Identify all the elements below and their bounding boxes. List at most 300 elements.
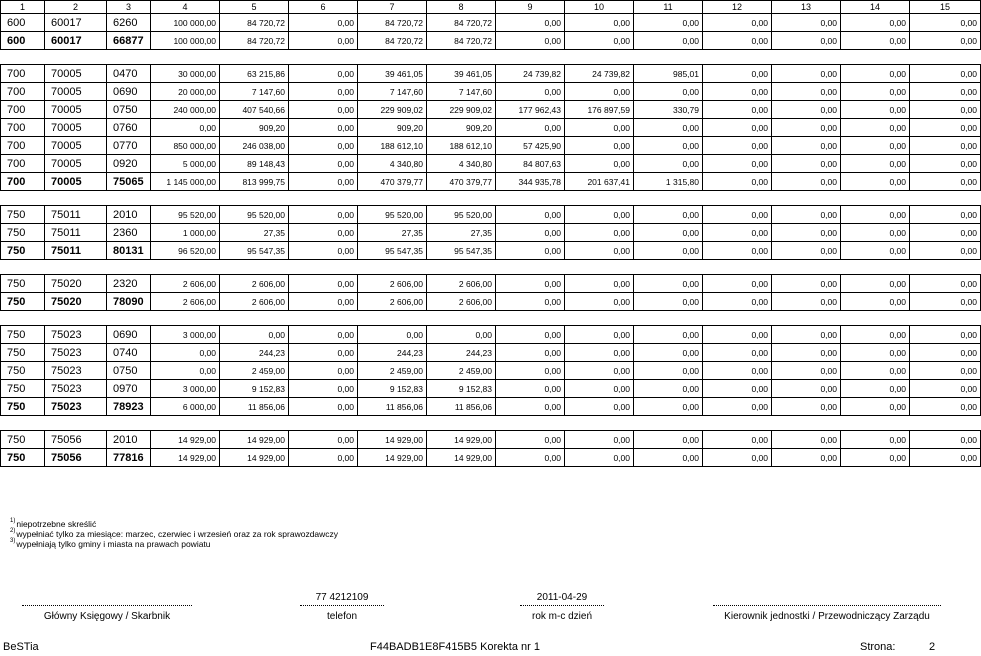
table-cell: 0,00 <box>289 344 358 362</box>
chief-accountant-label: Główny Księgowy / Skarbnik <box>43 611 171 622</box>
table-cell: 0,00 <box>496 242 565 260</box>
table-cell: 24 739,82 <box>496 65 565 83</box>
total-row <box>1 32 981 50</box>
table-cell: 14 929,00 <box>427 431 496 449</box>
table-cell: 95 520,00 <box>220 206 289 224</box>
table-cell: 75011 <box>45 224 107 242</box>
table-cell: 0,00 <box>841 206 910 224</box>
table-cell: 4 340,80 <box>358 155 427 173</box>
total-row <box>1 173 981 191</box>
table-cell: 0,00 <box>151 344 220 362</box>
table-cell: 0,00 <box>289 362 358 380</box>
table-cell: 0,00 <box>703 431 772 449</box>
table-cell: 0,00 <box>496 275 565 293</box>
table-cell: 39 461,05 <box>358 65 427 83</box>
table-cell: 0,00 <box>289 32 358 50</box>
spacer-cell <box>358 260 427 275</box>
table-cell: 2 459,00 <box>220 362 289 380</box>
spacer-cell <box>565 191 634 206</box>
column-number: 11 <box>634 1 703 14</box>
spacer-row <box>1 260 981 275</box>
table-cell: 700 <box>1 155 45 173</box>
table-cell: 0,00 <box>565 380 634 398</box>
table-cell: 0,00 <box>427 326 496 344</box>
table-cell: 0,00 <box>289 398 358 416</box>
table-cell: 27,35 <box>220 224 289 242</box>
table-cell: 0,00 <box>496 224 565 242</box>
table-cell: 0,00 <box>634 344 703 362</box>
table-cell: 0,00 <box>772 344 841 362</box>
table-cell: 0,00 <box>496 344 565 362</box>
table-cell: 240 000,00 <box>151 101 220 119</box>
table-cell: 78090 <box>107 293 151 311</box>
table-cell: 0,00 <box>772 242 841 260</box>
table-cell: 0,00 <box>841 293 910 311</box>
spacer-cell <box>107 311 151 326</box>
table-cell: 0750 <box>107 101 151 119</box>
spacer-cell <box>703 260 772 275</box>
table-cell: 0,00 <box>565 326 634 344</box>
table-cell: 14 929,00 <box>151 449 220 467</box>
spacer-cell <box>45 311 107 326</box>
footer-page-label: Strona: <box>860 641 896 653</box>
table-cell: 0,00 <box>772 173 841 191</box>
spacer-cell <box>841 260 910 275</box>
table-cell: 0,00 <box>910 83 981 101</box>
table-cell: 750 <box>1 224 45 242</box>
spacer-cell <box>220 260 289 275</box>
spacer-cell <box>634 50 703 65</box>
table-cell: 0,00 <box>289 65 358 83</box>
table-cell: 0,00 <box>496 14 565 32</box>
table-cell: 9 152,83 <box>427 380 496 398</box>
table-cell: 0,00 <box>841 14 910 32</box>
spacer-cell <box>289 416 358 431</box>
spacer-row <box>1 311 981 326</box>
table-cell: 0,00 <box>496 362 565 380</box>
spacer-cell <box>289 50 358 65</box>
spacer-cell <box>703 50 772 65</box>
table-cell: 95 547,35 <box>358 242 427 260</box>
table-cell: 0,00 <box>772 293 841 311</box>
table-cell: 95 520,00 <box>358 206 427 224</box>
column-number: 12 <box>703 1 772 14</box>
table-cell: 6260 <box>107 14 151 32</box>
spacer-cell <box>45 260 107 275</box>
table-cell: 84 807,63 <box>496 155 565 173</box>
spacer-cell <box>220 50 289 65</box>
table-cell: 0,00 <box>841 137 910 155</box>
table-cell: 80131 <box>107 242 151 260</box>
footer-app-name: BeSTia <box>3 641 39 653</box>
table-cell: 2 606,00 <box>427 293 496 311</box>
table-cell: 63 215,86 <box>220 65 289 83</box>
table-row <box>1 14 981 32</box>
table-cell: 0,00 <box>703 242 772 260</box>
table-cell: 0,00 <box>151 119 220 137</box>
table-cell: 813 999,75 <box>220 173 289 191</box>
footnote: $^{2)}$wypełniać tylko za miesiące: marzec, czerwiec i wrzesień oraz za rok sprawozdawczy <box>10 528 339 539</box>
table-cell: 470 379,77 <box>427 173 496 191</box>
table-cell: 84 720,72 <box>358 32 427 50</box>
table-cell: 70005 <box>45 101 107 119</box>
table-cell: 70005 <box>45 173 107 191</box>
spacer-cell <box>496 260 565 275</box>
table-cell: 0,00 <box>703 326 772 344</box>
table-cell: 750 <box>1 275 45 293</box>
table-cell: 600 <box>1 32 45 50</box>
table-cell: 750 <box>1 242 45 260</box>
table-cell: 9 152,83 <box>220 380 289 398</box>
table-cell: 75023 <box>45 326 107 344</box>
table-cell: 0,00 <box>289 206 358 224</box>
table-row <box>1 137 981 155</box>
column-number: 15 <box>910 1 981 14</box>
spacer-cell <box>151 416 220 431</box>
spacer-cell <box>107 260 151 275</box>
spacer-cell <box>427 260 496 275</box>
table-cell: 0,00 <box>634 380 703 398</box>
table-cell: 909,20 <box>220 119 289 137</box>
table-cell: 909,20 <box>358 119 427 137</box>
column-number-row <box>1 1 981 14</box>
table-cell: 0,00 <box>841 224 910 242</box>
table-cell: 0,00 <box>565 224 634 242</box>
total-row <box>1 449 981 467</box>
table-cell: 0,00 <box>910 101 981 119</box>
spacer-cell <box>634 260 703 275</box>
table-cell: 14 929,00 <box>151 431 220 449</box>
table-cell: 0,00 <box>634 224 703 242</box>
column-number: 2 <box>45 1 107 14</box>
table-row <box>1 155 981 173</box>
table-row <box>1 206 981 224</box>
table-cell: 176 897,59 <box>565 101 634 119</box>
table-cell: 700 <box>1 137 45 155</box>
table-cell: 0,00 <box>289 137 358 155</box>
table-cell: 0,00 <box>910 344 981 362</box>
table-cell: 2320 <box>107 275 151 293</box>
table-cell: 850 000,00 <box>151 137 220 155</box>
table-row <box>1 119 981 137</box>
signature-line <box>520 605 604 606</box>
table-cell: 14 929,00 <box>220 431 289 449</box>
footnotes <box>10 519 338 549</box>
spacer-cell <box>496 191 565 206</box>
table-cell: 70005 <box>45 83 107 101</box>
table-row <box>1 431 981 449</box>
table-cell: 77816 <box>107 449 151 467</box>
spacer-cell <box>1 260 45 275</box>
table-cell: 0,00 <box>841 398 910 416</box>
table-cell: 0,00 <box>634 83 703 101</box>
table-cell: 0,00 <box>289 14 358 32</box>
spacer-cell <box>107 50 151 65</box>
table-cell: 244,23 <box>427 344 496 362</box>
table-cell: 0,00 <box>703 293 772 311</box>
phone-label: telefon <box>326 611 358 622</box>
spacer-row <box>1 416 981 431</box>
table-cell: 100 000,00 <box>151 14 220 32</box>
spacer-cell <box>151 311 220 326</box>
table-cell: 0,00 <box>289 449 358 467</box>
table-cell: 0,00 <box>910 242 981 260</box>
table-cell: 0,00 <box>703 173 772 191</box>
table-cell: 0,00 <box>841 32 910 50</box>
table-cell: 3 000,00 <box>151 326 220 344</box>
table-cell: 750 <box>1 326 45 344</box>
spacer-cell <box>634 311 703 326</box>
table-cell: 0,00 <box>910 155 981 173</box>
table-cell: 27,35 <box>427 224 496 242</box>
table-cell: 84 720,72 <box>427 32 496 50</box>
table-cell: 95 520,00 <box>427 206 496 224</box>
table-cell: 0,00 <box>496 431 565 449</box>
spacer-cell <box>220 416 289 431</box>
spacer-cell <box>703 191 772 206</box>
table-cell: 0,00 <box>634 449 703 467</box>
spacer-cell <box>220 191 289 206</box>
table-cell: 95 520,00 <box>151 206 220 224</box>
table-cell: 0,00 <box>910 293 981 311</box>
table-cell: 244,23 <box>358 344 427 362</box>
spacer-cell <box>634 416 703 431</box>
table-cell: 0,00 <box>841 65 910 83</box>
table-cell: 75020 <box>45 293 107 311</box>
table-cell: 0,00 <box>220 326 289 344</box>
table-cell: 0,00 <box>841 83 910 101</box>
date-label: rok m-c dzień <box>531 611 592 622</box>
table-cell: 27,35 <box>358 224 427 242</box>
table-cell: 2010 <box>107 206 151 224</box>
table-cell: 57 425,90 <box>496 137 565 155</box>
spacer-cell <box>565 416 634 431</box>
table-cell: 0,00 <box>841 155 910 173</box>
table-cell: 0,00 <box>772 14 841 32</box>
table-cell: 600 <box>1 14 45 32</box>
table-cell: 0,00 <box>772 65 841 83</box>
table-cell: 0,00 <box>703 449 772 467</box>
table-cell: 0,00 <box>289 275 358 293</box>
table-cell: 5 000,00 <box>151 155 220 173</box>
column-number: 3 <box>107 1 151 14</box>
table-cell: 0,00 <box>634 326 703 344</box>
spacer-cell <box>565 260 634 275</box>
table-cell: 14 929,00 <box>358 449 427 467</box>
table-cell: 75056 <box>45 449 107 467</box>
table-cell: 2 459,00 <box>427 362 496 380</box>
table-cell: 14 929,00 <box>427 449 496 467</box>
spacer-cell <box>427 416 496 431</box>
table-cell: 0,00 <box>289 83 358 101</box>
table-cell: 0,00 <box>634 32 703 50</box>
spacer-cell <box>45 416 107 431</box>
total-row <box>1 242 981 260</box>
table-cell: 0,00 <box>565 275 634 293</box>
table-cell: 0,00 <box>910 326 981 344</box>
table-cell: 0,00 <box>496 380 565 398</box>
table-cell: 75011 <box>45 242 107 260</box>
table-cell: 0,00 <box>496 398 565 416</box>
table-cell: 20 000,00 <box>151 83 220 101</box>
table-cell: 0,00 <box>289 242 358 260</box>
spacer-cell <box>703 311 772 326</box>
table-cell: 0,00 <box>703 398 772 416</box>
table-cell: 0,00 <box>496 119 565 137</box>
table-cell: 7 147,60 <box>427 83 496 101</box>
spacer-cell <box>910 50 981 65</box>
table-cell: 0,00 <box>772 224 841 242</box>
footer-document-id: F44BADB1E8F415B5 Korekta nr 1 <box>370 641 540 653</box>
table-row <box>1 65 981 83</box>
column-number: 6 <box>289 1 358 14</box>
table-cell: 0,00 <box>772 119 841 137</box>
table-cell: 0,00 <box>496 83 565 101</box>
table-cell: 0,00 <box>634 14 703 32</box>
spacer-cell <box>772 50 841 65</box>
table-cell: 0,00 <box>841 119 910 137</box>
table-cell: 89 148,43 <box>220 155 289 173</box>
table-cell: 750 <box>1 293 45 311</box>
table-cell: 407 540,66 <box>220 101 289 119</box>
table-cell: 0,00 <box>910 173 981 191</box>
spacer-cell <box>358 50 427 65</box>
table-cell: 0760 <box>107 119 151 137</box>
table-cell: 0,00 <box>772 449 841 467</box>
spacer-cell <box>358 191 427 206</box>
spacer-cell <box>220 311 289 326</box>
table-cell: 2 606,00 <box>358 275 427 293</box>
table-cell: 0750 <box>107 362 151 380</box>
spacer-cell <box>151 50 220 65</box>
table-cell: 330,79 <box>634 101 703 119</box>
table-cell: 0,00 <box>496 32 565 50</box>
table-cell: 60017 <box>45 32 107 50</box>
table-cell: 0,00 <box>289 119 358 137</box>
table-cell: 0,00 <box>703 344 772 362</box>
table-cell: 84 720,72 <box>220 32 289 50</box>
table-cell: 75011 <box>45 206 107 224</box>
table-cell: 0,00 <box>772 275 841 293</box>
table-cell: 0,00 <box>841 449 910 467</box>
signature-line <box>22 605 192 606</box>
table-cell: 0690 <box>107 83 151 101</box>
table-cell: 0,00 <box>565 32 634 50</box>
table-cell: 0,00 <box>703 155 772 173</box>
spacer-cell <box>1 50 45 65</box>
column-number: 5 <box>220 1 289 14</box>
table-cell: 750 <box>1 398 45 416</box>
table-cell: 0,00 <box>910 32 981 50</box>
signature-line <box>300 605 384 606</box>
table-cell: 0,00 <box>841 173 910 191</box>
spacer-cell <box>841 50 910 65</box>
table-cell: 0,00 <box>496 293 565 311</box>
table-row <box>1 101 981 119</box>
table-cell: 0,00 <box>634 398 703 416</box>
table-cell: 0,00 <box>772 380 841 398</box>
table-cell: 0,00 <box>289 293 358 311</box>
table-cell: 0,00 <box>634 275 703 293</box>
table-row <box>1 326 981 344</box>
head-of-unit-label: Kierownik jednostki / Przewodniczący Zarządu <box>724 611 930 622</box>
spacer-cell <box>1 416 45 431</box>
table-cell: 0,00 <box>910 14 981 32</box>
table-cell: 0,00 <box>703 275 772 293</box>
table-cell: 700 <box>1 119 45 137</box>
table-cell: 0,00 <box>910 119 981 137</box>
table-cell: 0,00 <box>703 14 772 32</box>
table-cell: 14 929,00 <box>220 449 289 467</box>
table-cell: 0,00 <box>565 242 634 260</box>
table-cell: 0,00 <box>565 398 634 416</box>
footer-page-number: 2 <box>929 641 936 653</box>
table-cell: 70005 <box>45 137 107 155</box>
table-cell: 0,00 <box>910 398 981 416</box>
table-cell: 0,00 <box>703 101 772 119</box>
table-cell: 201 637,41 <box>565 173 634 191</box>
spacer-cell <box>151 260 220 275</box>
table-cell: 0,00 <box>841 362 910 380</box>
table-cell: 985,01 <box>634 65 703 83</box>
table-cell: 0,00 <box>910 65 981 83</box>
table-cell: 2 459,00 <box>358 362 427 380</box>
table-cell: 344 935,78 <box>496 173 565 191</box>
table-cell: 700 <box>1 101 45 119</box>
table-cell: 0,00 <box>496 206 565 224</box>
spacer-row <box>1 191 981 206</box>
table-cell: 66877 <box>107 32 151 50</box>
table-cell: 0,00 <box>910 449 981 467</box>
table-cell: 0,00 <box>634 293 703 311</box>
table-cell: 0,00 <box>565 431 634 449</box>
table-cell: 6 000,00 <box>151 398 220 416</box>
table-cell: 0,00 <box>289 101 358 119</box>
table-cell: 2 606,00 <box>358 293 427 311</box>
column-number: 10 <box>565 1 634 14</box>
spacer-row <box>1 50 981 65</box>
date-value: 2011-04-29 <box>536 592 588 603</box>
table-cell: 750 <box>1 362 45 380</box>
table-cell: 0,00 <box>703 362 772 380</box>
table-cell: 177 962,43 <box>496 101 565 119</box>
table-cell: 0,00 <box>910 275 981 293</box>
table-cell: 2 606,00 <box>151 275 220 293</box>
table-cell: 0,00 <box>910 431 981 449</box>
spacer-cell <box>772 191 841 206</box>
table-cell: 0,00 <box>358 326 427 344</box>
phone-value: 77 4212109 <box>315 592 369 603</box>
table-cell: 0,00 <box>910 206 981 224</box>
table-cell: 700 <box>1 65 45 83</box>
table-cell: 75065 <box>107 173 151 191</box>
table-cell: 0,00 <box>910 380 981 398</box>
spacer-cell <box>151 191 220 206</box>
table-cell: 0,00 <box>289 380 358 398</box>
table-cell: 0,00 <box>841 431 910 449</box>
table-cell: 0,00 <box>772 32 841 50</box>
spacer-cell <box>772 260 841 275</box>
footnote: $^{3)}$wypełniają tylko gminy i miasta na prawach powiatu <box>10 538 211 549</box>
table-cell: 0,00 <box>772 362 841 380</box>
column-number: 1 <box>1 1 45 14</box>
spacer-cell <box>289 191 358 206</box>
table-cell: 0,00 <box>565 206 634 224</box>
table-cell: 700 <box>1 83 45 101</box>
table-cell: 229 909,02 <box>358 101 427 119</box>
spacer-cell <box>910 416 981 431</box>
spacer-cell <box>45 191 107 206</box>
